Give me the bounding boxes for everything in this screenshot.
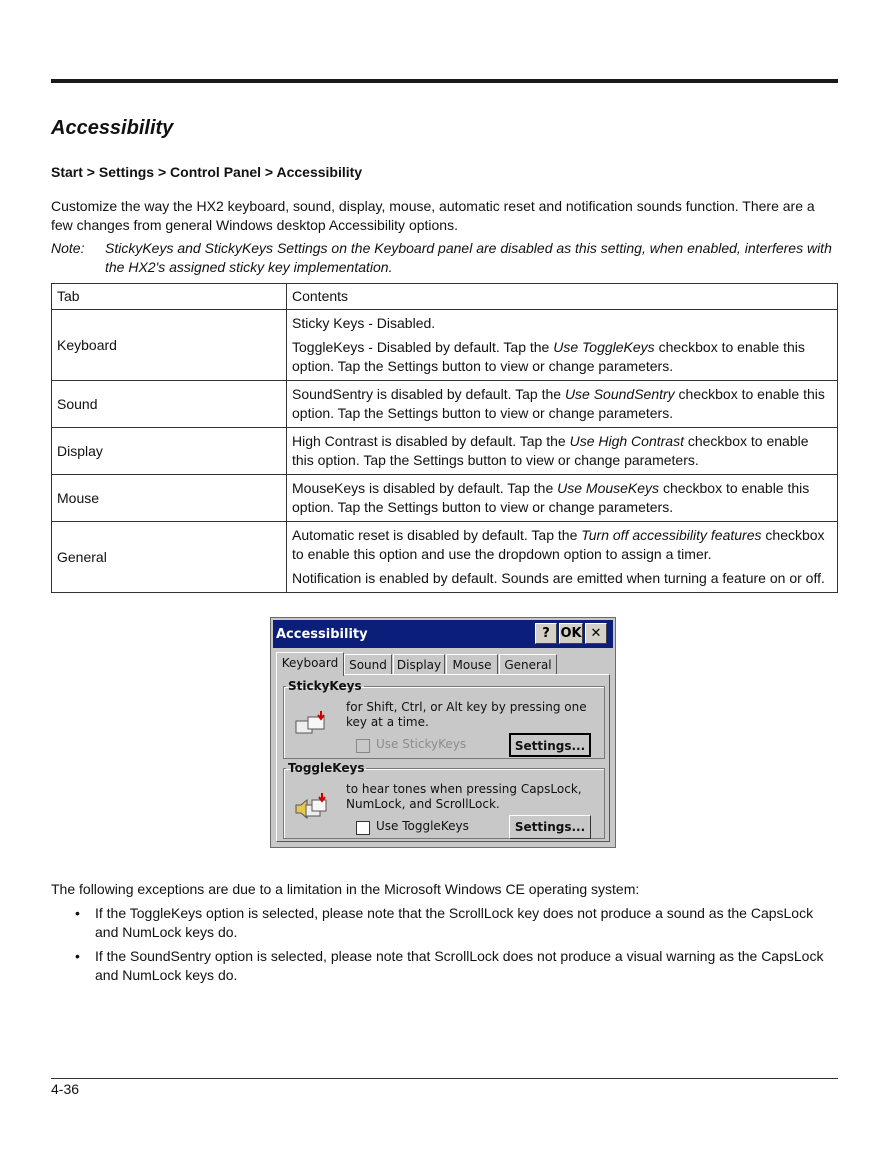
tab-mouse[interactable]: Mouse [446, 654, 498, 675]
text-run: MouseKeys is disabled by default. Tap the [292, 480, 558, 496]
bullet-glyph: • [75, 948, 80, 964]
bullet-glyph: • [75, 905, 80, 921]
tab-sound[interactable]: Sound [344, 654, 392, 675]
accessibility-tabs-table [51, 283, 838, 593]
footer-rule [51, 1078, 838, 1079]
contents-paragraph [292, 526, 832, 564]
togglekeys-group [283, 761, 605, 839]
row-tab-name: Sound [52, 381, 287, 428]
keyboard-panel [276, 674, 610, 842]
text-run: checkbox to enable this option. Tap the Settings button to view or change parameters. [292, 386, 825, 421]
ok-button[interactable]: OK [559, 623, 583, 644]
stickykeys-settings-button[interactable]: Settings... [509, 733, 591, 757]
tab-keyboard[interactable]: Keyboard [276, 652, 344, 676]
text-run: Automatic reset is disabled by default. Tap the [292, 527, 582, 543]
stickykeys-description: for Shift, Ctrl, or Alt key by pressing one key at a time. [346, 700, 587, 729]
row-tab-name: Display [52, 428, 287, 475]
tab-display[interactable]: Display [393, 654, 445, 675]
text-run: SoundSentry is disabled by default. Tap the [292, 386, 565, 402]
use-togglekeys-checkbox[interactable] [356, 821, 370, 835]
togglekeys-description: to hear tones when pressing CapsLock, NumLock, and ScrollLock. [346, 782, 582, 811]
contents-paragraph [292, 338, 832, 376]
stickykeys-legend: StickyKeys [288, 679, 362, 693]
row-tab-name: Mouse [52, 475, 287, 522]
row-contents [287, 428, 838, 475]
row-contents [287, 381, 838, 428]
row-contents [287, 475, 838, 522]
contents-paragraph [292, 385, 832, 423]
row-contents [287, 522, 838, 593]
table-row [52, 381, 838, 428]
text-run: High Contrast is disabled by default. Tap the [292, 433, 570, 449]
list-item [51, 947, 836, 985]
text-run-italic: Turn off accessibility features [581, 527, 762, 543]
togglekeys-legend: ToggleKeys [288, 761, 365, 775]
row-tab-name: General [52, 522, 287, 593]
dialog-titlebar [273, 620, 613, 648]
text-run-italic: Use MouseKeys [557, 480, 660, 496]
use-stickykeys-checkbox[interactable] [356, 739, 370, 753]
use-togglekeys-label: Use ToggleKeys [376, 819, 469, 833]
note [51, 239, 836, 277]
text-run: checkbox to enable this option. Tap the Settings button to view or change parameters. [292, 433, 809, 468]
table-row [52, 522, 838, 593]
list-item-text: If the ToggleKeys option is selected, please note that the ScrollLock key does not produce a sound as the CapsLock and NumLock keys do. [95, 905, 814, 940]
intro-paragraph: Customize the way the HX2 keyboard, sound, display, mouse, automatic reset and notification sounds function. There are a few changes from general Windows desktop Accessibility options. [51, 198, 815, 233]
contents-paragraph [292, 479, 832, 517]
contents-paragraph: Sticky Keys - Disabled. [292, 315, 436, 331]
contents-paragraph: Notification is enabled by default. Sounds are emitted when turning a feature on or off. [292, 570, 825, 586]
text-run: checkbox to enable this option. Tap the Settings button to view or change parameters. [292, 480, 810, 515]
text-run-italic: Use High Contrast [569, 433, 684, 449]
togglekeys-sound-icon [294, 791, 330, 825]
note-text: StickyKeys and StickyKeys Settings on the Keyboard panel are disabled as this setting, when enabled, interferes with the HX2's assigned sticky key implementation. [105, 240, 832, 275]
help-button[interactable]: ? [535, 623, 557, 644]
text-run-italic: Use ToggleKeys [553, 339, 655, 355]
table-row [52, 310, 838, 381]
section-title: Accessibility [51, 117, 174, 139]
table-row [52, 428, 838, 475]
togglekeys-settings-button[interactable]: Settings... [509, 815, 591, 839]
breadcrumb: Start > Settings > Control Panel > Accessibility [51, 164, 363, 180]
close-button[interactable]: ✕ [585, 623, 607, 644]
exceptions-list [51, 904, 836, 990]
text-run: checkbox to enable this option. Tap the Settings button to view or change parameters. [292, 339, 805, 374]
keyboard-keys-icon [294, 709, 330, 741]
use-stickykeys-label: Use StickyKeys [376, 737, 467, 751]
contents-paragraph [292, 432, 832, 470]
dialog-title: Accessibility [276, 627, 368, 642]
row-tab-name: Keyboard [52, 310, 287, 381]
header-contents: Contents [287, 284, 838, 310]
note-label: Note: [51, 240, 85, 256]
header-tab: Tab [52, 284, 287, 310]
top-rule [51, 79, 838, 83]
accessibility-dialog-screenshot [270, 617, 616, 848]
tab-general[interactable]: General [499, 654, 557, 675]
exceptions-intro: The following exceptions are due to a limitation in the Microsoft Windows CE operating system: [51, 881, 640, 897]
stickykeys-group [283, 679, 605, 759]
text-run-italic: Use SoundSentry [564, 386, 675, 402]
text-run: checkbox to enable this option and use the dropdown option to assign a timer. [292, 527, 825, 562]
table-header-row [52, 284, 838, 310]
row-contents [287, 310, 838, 381]
page-number: 4-36 [51, 1081, 80, 1097]
table-row [52, 475, 838, 522]
list-item-text: If the SoundSentry option is selected, please note that ScrollLock does not produce a visual warning as the CapsLock and NumLock keys do. [95, 948, 824, 983]
text-run: ToggleKeys - Disabled by default. Tap the [292, 339, 554, 355]
list-item [51, 904, 836, 942]
